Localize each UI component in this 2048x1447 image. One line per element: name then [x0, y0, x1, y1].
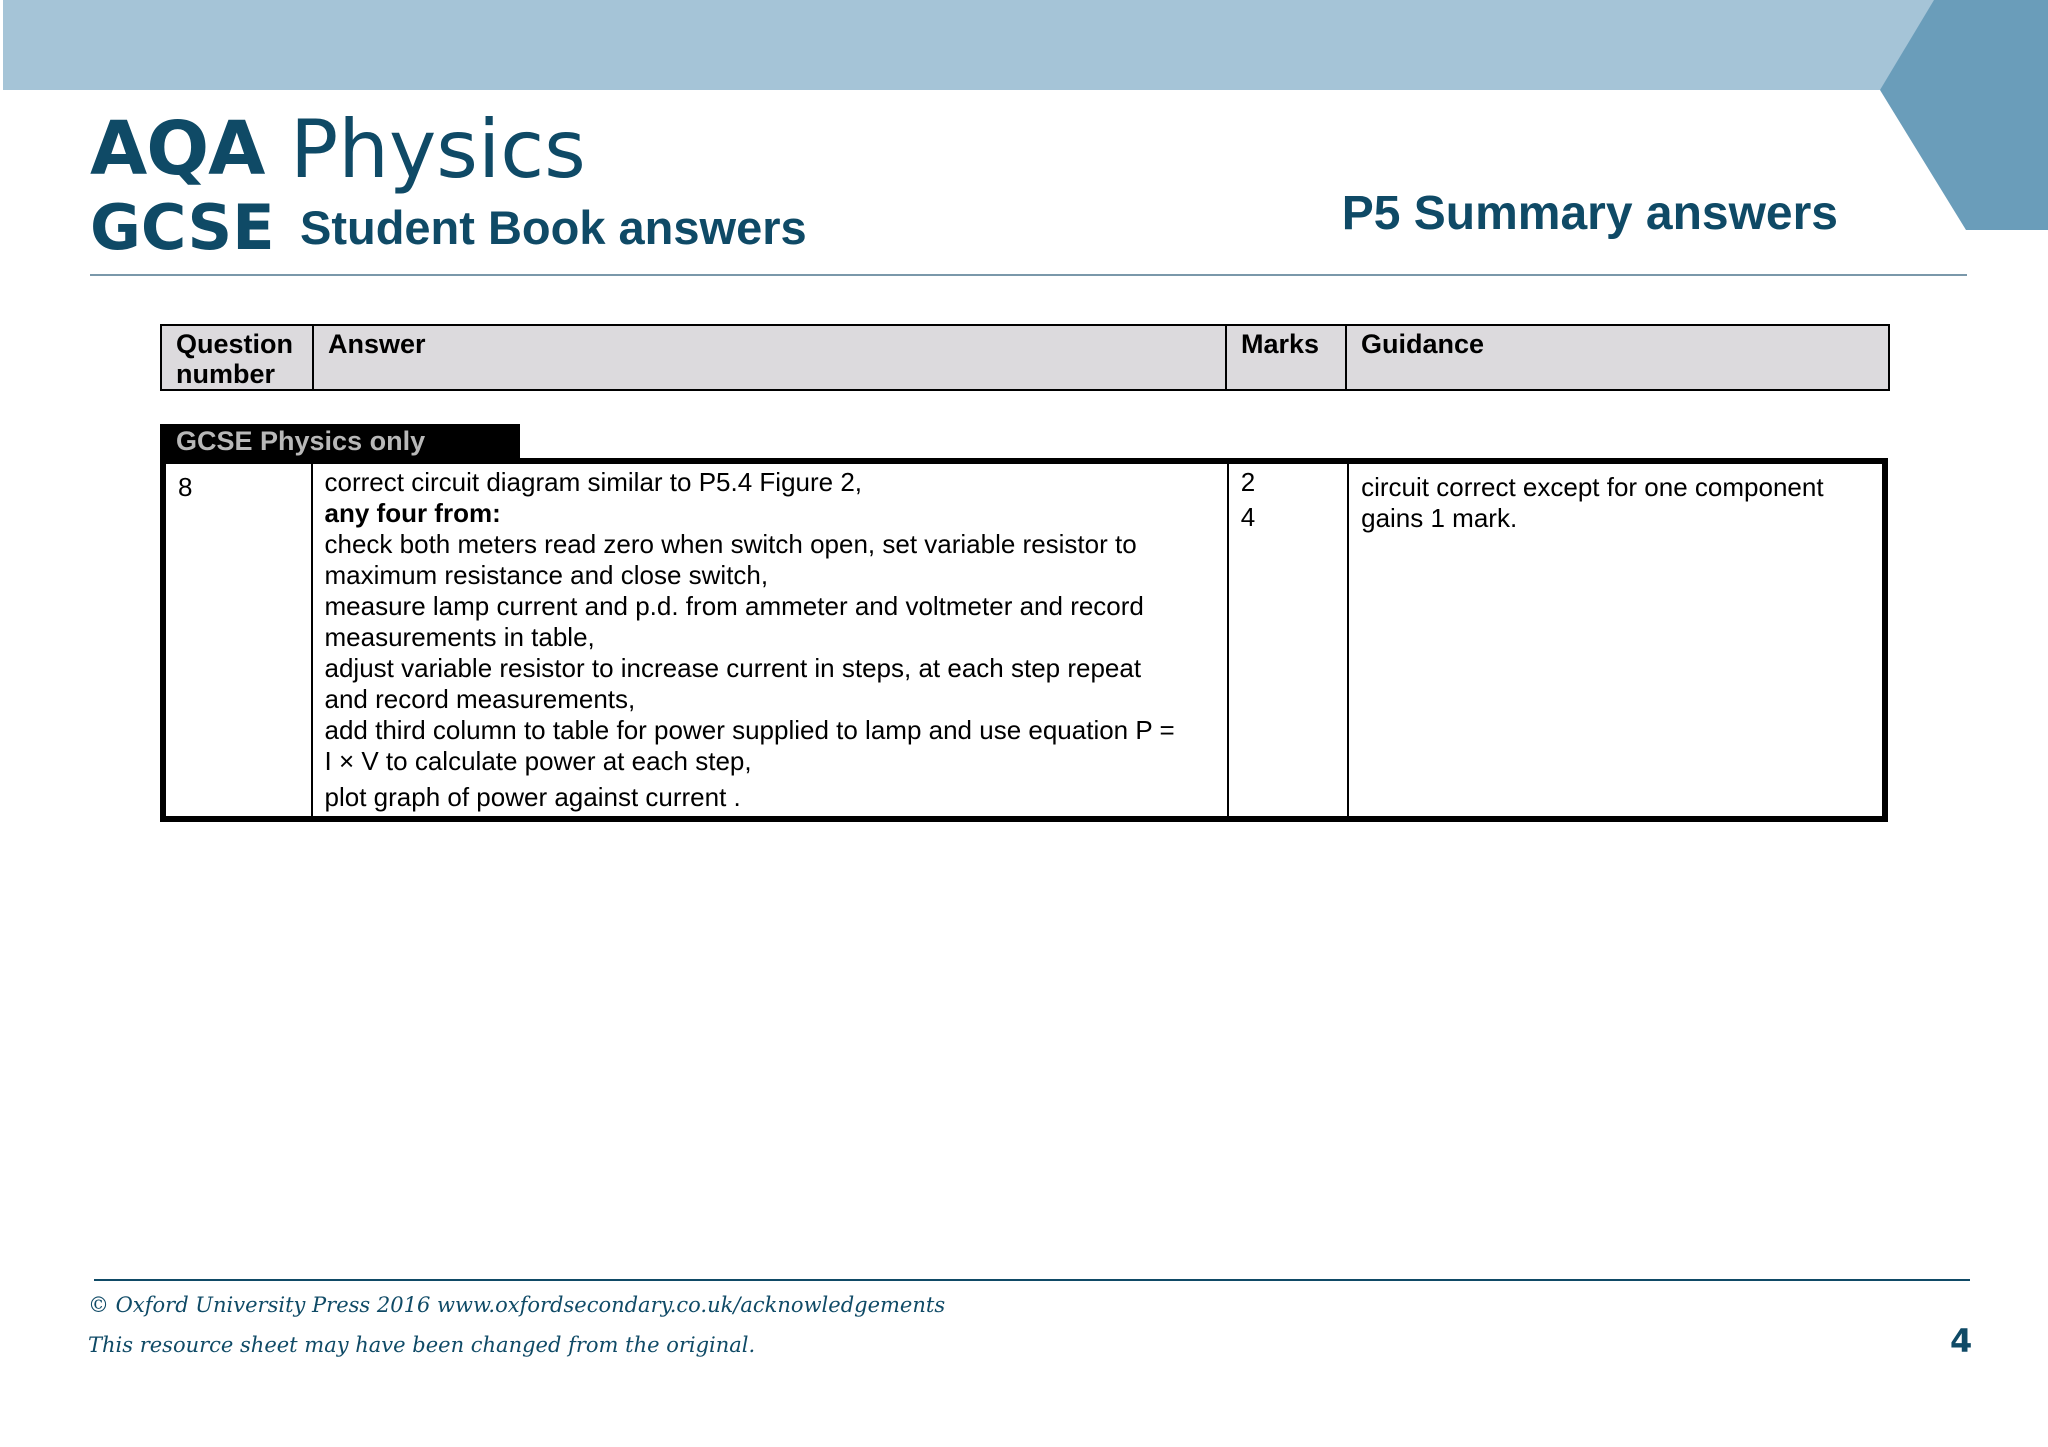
answer-line: any four from:	[324, 498, 501, 528]
page-title: P5 Summary answers	[1341, 187, 1838, 240]
section-label: GCSE Physics only	[160, 424, 520, 458]
marks-cell	[1228, 461, 1348, 819]
answer-line: measure lamp current and p.d. from ammeter and voltmeter and record	[324, 591, 1144, 621]
brand-physics-logo: Physics	[290, 103, 586, 196]
column-header-question-line1: Question	[176, 329, 294, 359]
column-header-guidance: Guidance	[1346, 325, 1889, 390]
footer-note: This resource sheet may have been changed from the original.	[88, 1333, 756, 1357]
column-header-question	[161, 325, 313, 390]
brand-gcse-logo: GCSE	[90, 191, 275, 264]
guidance-line: circuit correct except for one component	[1361, 472, 1824, 502]
answer-line: I × V to calculate power at each step,	[324, 746, 752, 776]
marks-value: 2	[1240, 467, 1256, 497]
marks-value: 4	[1240, 502, 1256, 532]
brand-aqa-logo: AQA	[90, 106, 265, 192]
guidance-cell	[1348, 461, 1885, 819]
footer-copyright: © Oxford University Press 2016 www.oxfordsecondary.co.uk/acknowledgements	[88, 1293, 946, 1317]
column-header-answer: Answer	[313, 325, 1226, 390]
answer-line: check both meters read zero when switch open, set variable resistor to	[324, 529, 1137, 559]
question-number: 8	[178, 472, 193, 502]
header-divider	[90, 274, 1967, 276]
table-row	[163, 461, 1885, 819]
answer-line: measurements in table,	[324, 622, 595, 652]
page-subtitle: Student Book answers	[300, 201, 807, 254]
answer-line: maximum resistance and close switch,	[324, 560, 769, 590]
answer-table	[160, 458, 1888, 822]
column-header-table	[160, 324, 1890, 391]
answer-line: plot graph of power against current .	[324, 782, 741, 812]
answer-line: correct circuit diagram similar to P5.4 Figure 2,	[324, 467, 863, 497]
footer-divider	[94, 1279, 1970, 1281]
guidance-line: gains 1 mark.	[1361, 503, 1518, 533]
column-header-question-line2: number	[176, 359, 276, 389]
answer-line: and record measurements,	[324, 684, 636, 714]
answer-cell	[312, 461, 1228, 819]
column-header-marks: Marks	[1226, 325, 1346, 390]
answer-line: add third column to table for power supplied to lamp and use equation P =	[324, 715, 1175, 745]
page-number: 4	[1950, 1322, 1973, 1360]
answer-line: adjust variable resistor to increase current in steps, at each step repeat	[324, 653, 1142, 683]
